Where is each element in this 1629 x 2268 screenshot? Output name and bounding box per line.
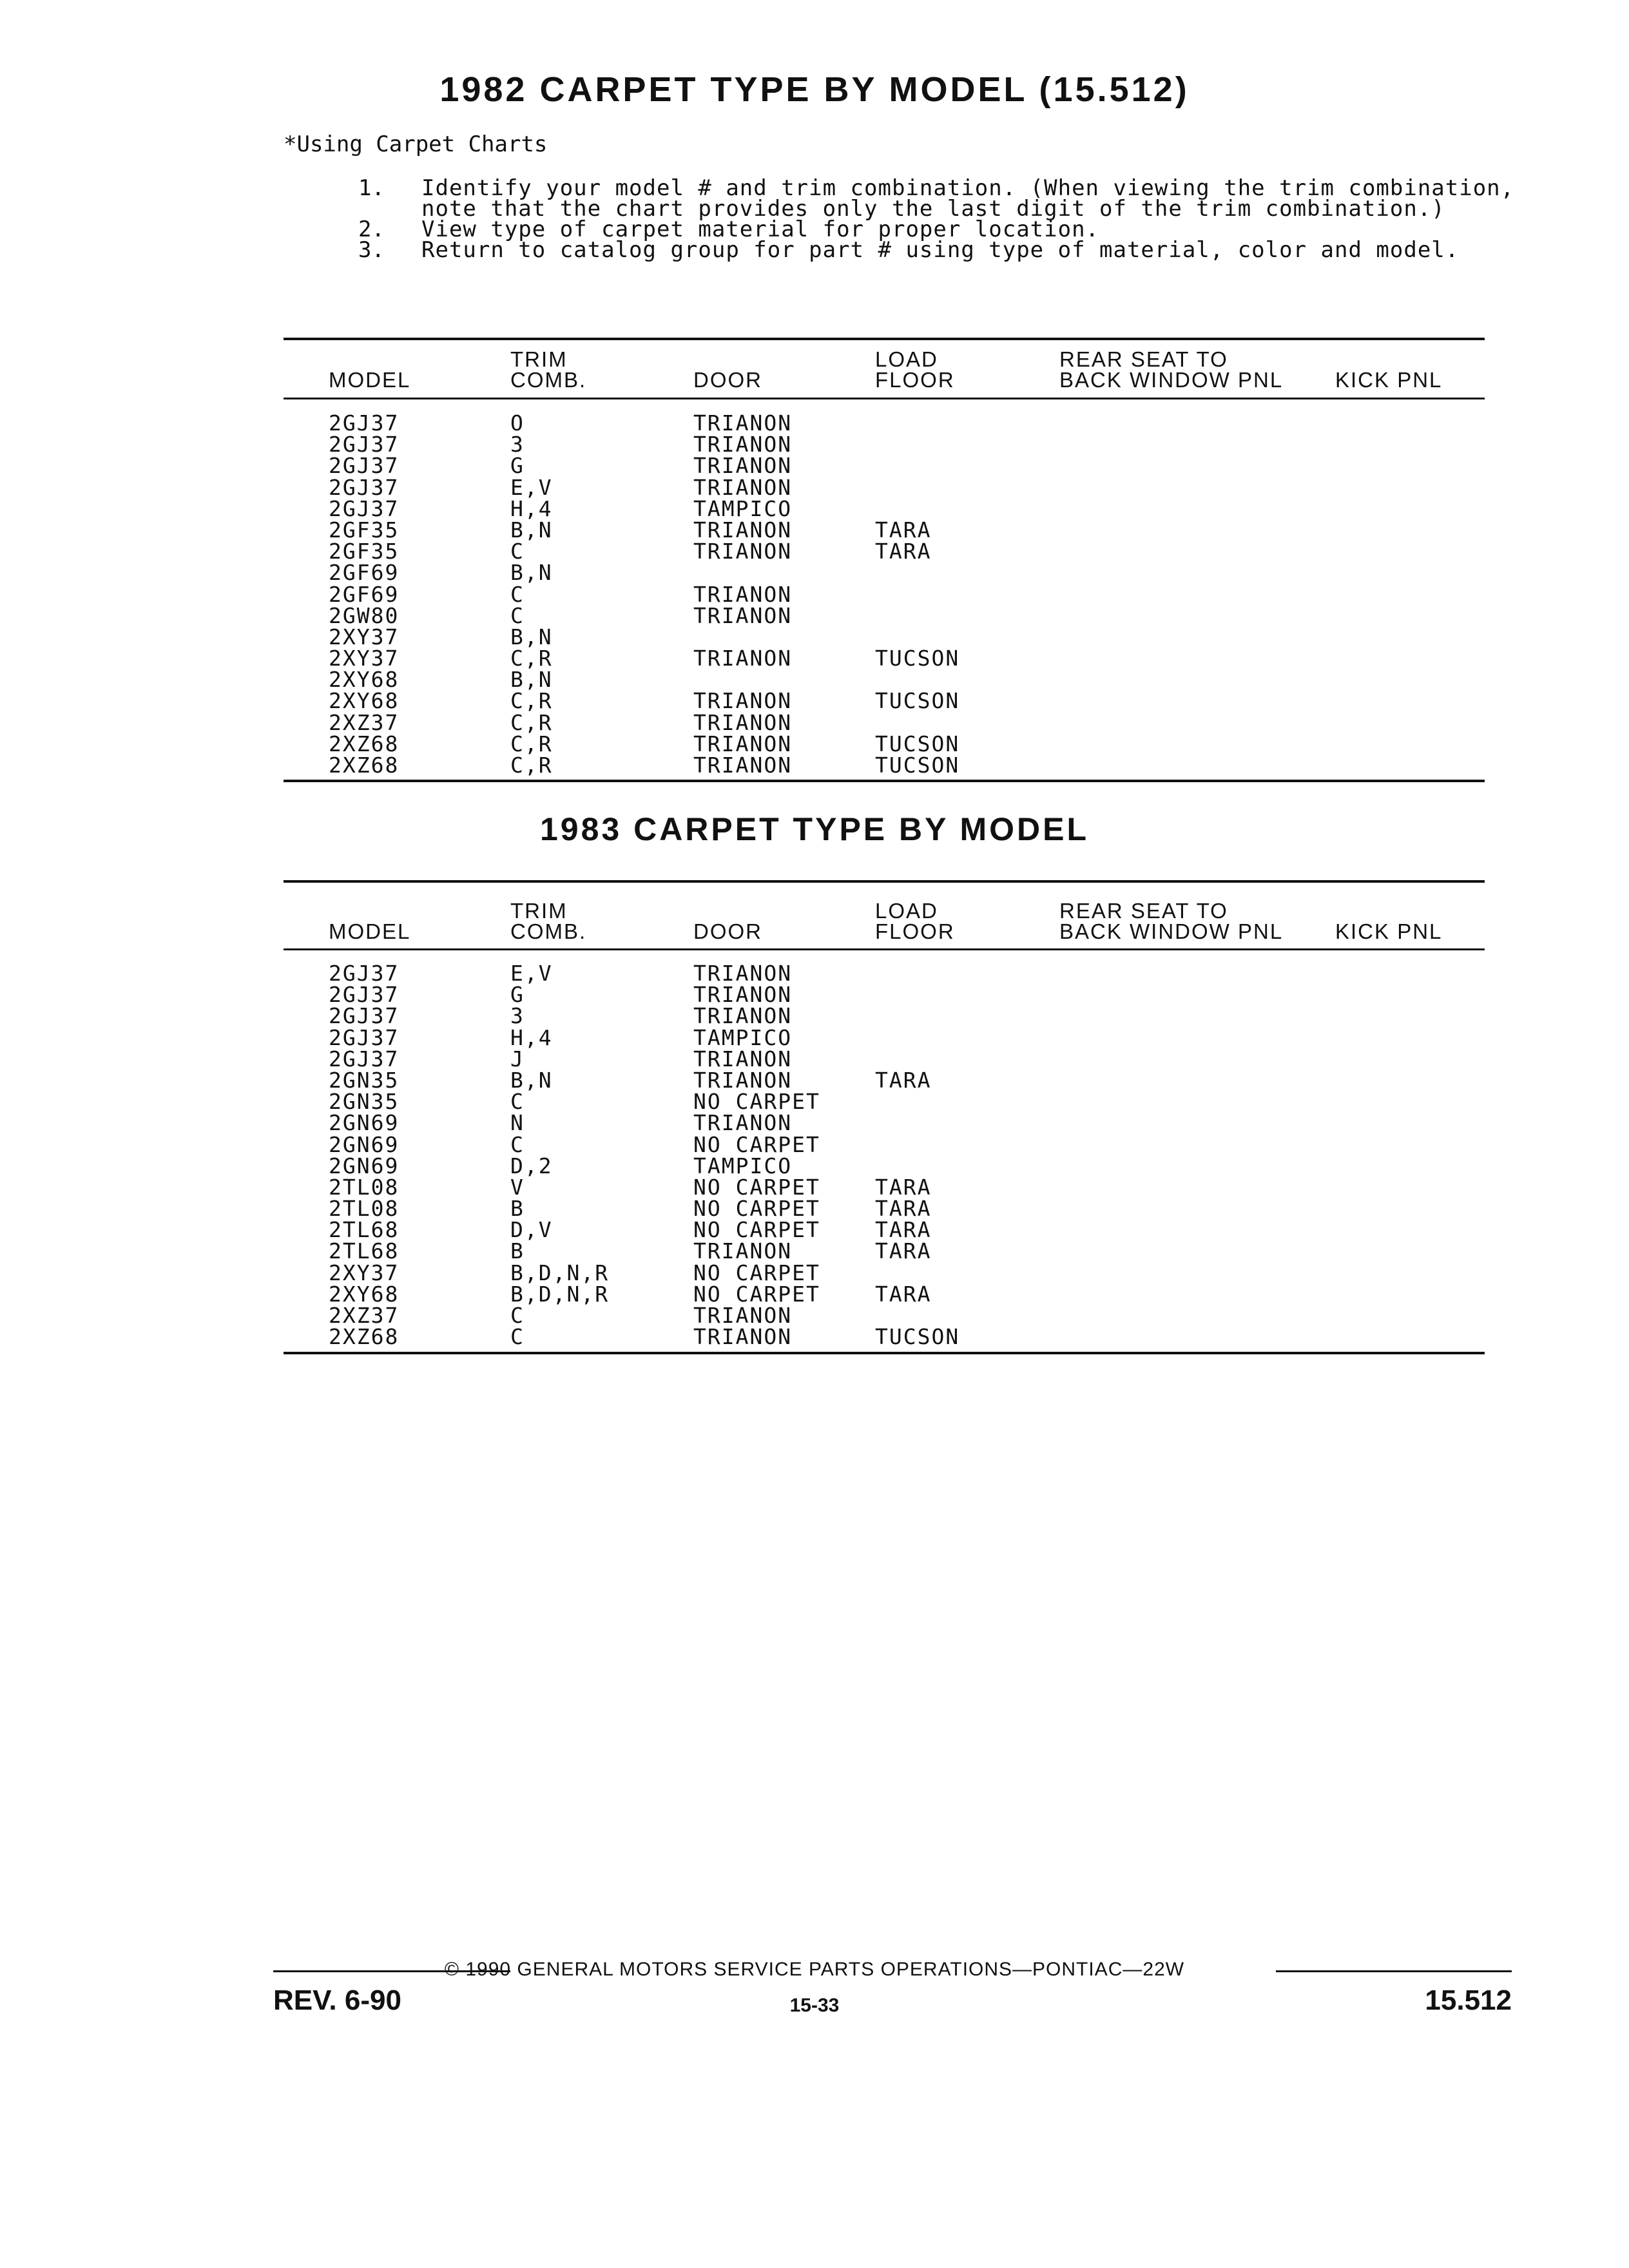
cell-load: TARA xyxy=(875,1238,932,1264)
cell-model: 2XY68 xyxy=(329,1281,400,1307)
table-1983-header xyxy=(284,901,1485,946)
header-load: LOAD xyxy=(875,347,938,371)
cell-model: 2XY37 xyxy=(329,646,400,671)
cell-trim: B,D,N,R xyxy=(510,1260,610,1285)
page-title-1983: 1983 CARPET TYPE BY MODEL xyxy=(539,811,1090,847)
cell-door: TAMPICO xyxy=(693,1153,793,1178)
cell-door: TRIANON xyxy=(693,1046,793,1072)
table-row xyxy=(284,1174,1485,1200)
usage-heading: *Using Carpet Charts xyxy=(284,131,548,157)
cell-trim: E,V xyxy=(510,474,553,500)
cell-trim: B,N xyxy=(510,1067,553,1093)
header-trim: TRIM xyxy=(510,347,568,371)
cell-load: TUCSON xyxy=(875,1324,960,1350)
cell-load: TUCSON xyxy=(875,688,960,714)
header-comb: COMB. xyxy=(510,919,587,943)
table-row xyxy=(284,560,1485,586)
header-comb: COMB. xyxy=(510,368,587,392)
instruction-steps xyxy=(358,175,1530,263)
cell-trim: D,2 xyxy=(510,1153,553,1178)
table-row xyxy=(284,754,1485,776)
cell-model: 2GJ37 xyxy=(329,495,400,521)
cell-model: 2TL08 xyxy=(329,1196,400,1222)
cell-door: TRIANON xyxy=(693,474,793,500)
cell-model: 2GJ37 xyxy=(329,474,400,500)
step-3-text: Return to catalog group for part # using type of material, color and model. xyxy=(421,237,1460,263)
table-1983-top-rule xyxy=(284,880,1485,883)
table-1982-top-rule xyxy=(284,338,1485,340)
table-row xyxy=(284,1217,1485,1243)
cell-load: TARA xyxy=(875,1281,932,1307)
cell-trim: E,V xyxy=(510,961,553,986)
table-row xyxy=(284,541,1485,562)
header-load: LOAD xyxy=(875,899,938,923)
table-row xyxy=(284,1324,1485,1350)
table-row xyxy=(284,495,1485,521)
table-1982-body xyxy=(284,412,1485,776)
cell-trim: 3 xyxy=(510,1003,525,1029)
cell-model: 2GJ37 xyxy=(329,1003,400,1029)
header-rear: REAR SEAT TO xyxy=(1059,899,1228,923)
step-1-number: 1. xyxy=(358,175,385,201)
cell-load: TARA xyxy=(875,1174,932,1200)
cell-load: TARA xyxy=(875,539,932,564)
table-row xyxy=(284,434,1485,455)
table-row xyxy=(284,667,1485,693)
header-rear: REAR SEAT TO xyxy=(1059,347,1228,371)
cell-trim: B xyxy=(510,1196,525,1222)
table-row xyxy=(284,982,1485,1008)
header-model: MODEL xyxy=(329,919,411,943)
header-floor: FLOOR xyxy=(875,368,955,392)
cell-load: TARA xyxy=(875,517,932,543)
table-row xyxy=(284,1024,1485,1050)
cell-model: 2XZ37 xyxy=(329,709,400,735)
cell-trim: C,R xyxy=(510,688,553,714)
table-1982-header-rule xyxy=(284,398,1485,399)
cell-model: 2GN69 xyxy=(329,1153,400,1178)
footer-page-number: 15-33 xyxy=(789,1995,840,2016)
cell-door: NO CARPET xyxy=(693,1196,820,1222)
step-3-number: 3. xyxy=(358,237,385,263)
cell-door: NO CARPET xyxy=(693,1089,820,1115)
header-floor: FLOOR xyxy=(875,919,955,943)
cell-trim: B,N xyxy=(510,624,553,649)
table-row xyxy=(284,1283,1485,1305)
cell-trim: O xyxy=(510,410,525,436)
cell-door: TRIANON xyxy=(693,688,793,714)
cell-model: 2XY68 xyxy=(329,667,400,693)
cell-door: TRIANON xyxy=(693,982,793,1008)
cell-model: 2GW80 xyxy=(329,602,400,628)
header-back-window: BACK WINDOW PNL xyxy=(1059,919,1284,943)
cell-trim: C,R xyxy=(510,709,553,735)
cell-door: TRIANON xyxy=(693,646,793,671)
cell-door: TRIANON xyxy=(693,1110,793,1136)
cell-load: TARA xyxy=(875,1196,932,1222)
step-1 xyxy=(358,175,1530,222)
cell-trim: C xyxy=(510,581,525,607)
table-1983-bottom-rule xyxy=(284,1352,1485,1354)
table-1983-body xyxy=(284,961,1485,1350)
table-row xyxy=(284,1110,1485,1136)
cell-load: TUCSON xyxy=(875,753,960,778)
cell-model: 2GN69 xyxy=(329,1110,400,1136)
cell-trim: C xyxy=(510,602,525,628)
cell-trim: B xyxy=(510,1238,525,1264)
cell-model: 2XZ37 xyxy=(329,1303,400,1328)
step-1-text: Identify your model # and trim combination. (When viewing the trim combination, note that the chart provides only the last digit of the trim combination.) xyxy=(421,175,1515,222)
cell-model: 2TL68 xyxy=(329,1217,400,1243)
cell-door: TRIANON xyxy=(693,709,793,735)
header-door: DOOR xyxy=(693,919,762,943)
cell-trim: C,R xyxy=(510,753,553,778)
cell-model: 2GJ37 xyxy=(329,1024,400,1050)
table-row xyxy=(284,688,1485,714)
cell-door: NO CARPET xyxy=(693,1174,820,1200)
header-door: DOOR xyxy=(693,368,762,392)
table-1982-header xyxy=(284,349,1485,394)
cell-door: TRIANON xyxy=(693,453,793,479)
cell-load: TARA xyxy=(875,1067,932,1093)
cell-model: 2XY37 xyxy=(329,624,400,649)
cell-door: TRIANON xyxy=(693,432,793,457)
table-row xyxy=(284,1067,1485,1093)
header-trim: TRIM xyxy=(510,899,568,923)
page-title-1982: 1982 CARPET TYPE BY MODEL (15.512) xyxy=(439,70,1190,109)
table-row xyxy=(284,1262,1485,1283)
cell-door: TRIANON xyxy=(693,1067,793,1093)
cell-model: 2GF35 xyxy=(329,517,400,543)
cell-model: 2GF69 xyxy=(329,581,400,607)
cell-trim: B,N xyxy=(510,667,553,693)
table-row xyxy=(284,1089,1485,1115)
cell-trim: G xyxy=(510,982,525,1008)
cell-door: TAMPICO xyxy=(693,1024,793,1050)
table-row xyxy=(284,453,1485,479)
cell-trim: H,4 xyxy=(510,1024,553,1050)
table-row xyxy=(284,1048,1485,1070)
cell-model: 2XZ68 xyxy=(329,731,400,756)
cell-trim: C xyxy=(510,539,525,564)
cell-model: 2GF69 xyxy=(329,560,400,586)
table-row xyxy=(284,412,1485,434)
cell-door: TAMPICO xyxy=(693,495,793,521)
cell-trim: J xyxy=(510,1046,525,1072)
table-row xyxy=(284,602,1485,628)
cell-model: 2TL08 xyxy=(329,1174,400,1200)
header-back-window: BACK WINDOW PNL xyxy=(1059,368,1284,392)
cell-trim: C xyxy=(510,1324,525,1350)
table-row xyxy=(284,1155,1485,1177)
cell-door: NO CARPET xyxy=(693,1281,820,1307)
cell-trim: 3 xyxy=(510,432,525,457)
table-1983-header-rule xyxy=(284,948,1485,950)
table-row xyxy=(284,648,1485,669)
cell-model: 2GN69 xyxy=(329,1131,400,1157)
cell-trim: B,N xyxy=(510,517,553,543)
cell-door: TRIANON xyxy=(693,539,793,564)
cell-model: 2XZ68 xyxy=(329,753,400,778)
table-row xyxy=(284,1131,1485,1157)
header-kick: KICK PNL xyxy=(1335,919,1443,943)
table-row xyxy=(284,1240,1485,1262)
table-row xyxy=(284,581,1485,607)
cell-door: TRIANON xyxy=(693,517,793,543)
cell-trim: N xyxy=(510,1110,525,1136)
table-row xyxy=(284,1305,1485,1326)
step-2-text: View type of carpet material for proper location. xyxy=(421,216,1100,242)
cell-door: TRIANON xyxy=(693,753,793,778)
cell-trim: C xyxy=(510,1089,525,1115)
table-row xyxy=(284,1196,1485,1222)
cell-model: 2XZ68 xyxy=(329,1324,400,1350)
step-2-number: 2. xyxy=(358,216,385,242)
revision-label: REV. 6-90 xyxy=(273,1984,401,2016)
cell-model: 2XY37 xyxy=(329,1260,400,1285)
cell-door: TRIANON xyxy=(693,602,793,628)
cell-trim: B,N xyxy=(510,560,553,586)
cell-trim: C xyxy=(510,1131,525,1157)
cell-door: TRIANON xyxy=(693,1324,793,1350)
cell-load: TUCSON xyxy=(875,646,960,671)
cell-trim: B,D,N,R xyxy=(510,1281,610,1307)
step-3 xyxy=(358,237,1530,263)
cell-model: 2GN35 xyxy=(329,1067,400,1093)
header-kick: KICK PNL xyxy=(1335,368,1443,392)
table-row xyxy=(284,626,1485,648)
table-row xyxy=(284,519,1485,541)
cell-door: TRIANON xyxy=(693,581,793,607)
cell-model: 2GN35 xyxy=(329,1089,400,1115)
table-1982-bottom-rule xyxy=(284,780,1485,782)
cell-trim: H,4 xyxy=(510,495,553,521)
cell-door: NO CARPET xyxy=(693,1131,820,1157)
cell-door: TRIANON xyxy=(693,961,793,986)
cell-trim: C,R xyxy=(510,731,553,756)
cell-door: NO CARPET xyxy=(693,1260,820,1285)
cell-trim: C xyxy=(510,1303,525,1328)
cell-door: TRIANON xyxy=(693,1303,793,1328)
cell-door: TRIANON xyxy=(693,1003,793,1029)
cell-model: 2GJ37 xyxy=(329,1046,400,1072)
cell-trim: C,R xyxy=(510,646,553,671)
cell-model: 2GJ37 xyxy=(329,982,400,1008)
header-model: MODEL xyxy=(329,368,411,392)
cell-door: TRIANON xyxy=(693,410,793,436)
table-row xyxy=(284,733,1485,754)
cell-door: TRIANON xyxy=(693,1238,793,1264)
cell-model: 2GJ37 xyxy=(329,432,400,457)
table-row xyxy=(284,474,1485,500)
table-row xyxy=(284,963,1485,984)
footer-copyright: © 1990 GENERAL MOTORS SERVICE PARTS OPERATIONS—PONTIAC—22W xyxy=(444,1959,1185,1980)
table-row xyxy=(284,1003,1485,1029)
cell-trim: V xyxy=(510,1174,525,1200)
cell-model: 2TL68 xyxy=(329,1238,400,1264)
cell-model: 2GF35 xyxy=(329,539,400,564)
cell-door: NO CARPET xyxy=(693,1217,820,1243)
cell-trim: G xyxy=(510,453,525,479)
cell-trim: D,V xyxy=(510,1217,553,1243)
cell-model: 2GJ37 xyxy=(329,410,400,436)
section-number: 15.512 xyxy=(1425,1984,1512,2016)
cell-model: 2GJ37 xyxy=(329,961,400,986)
cell-model: 2XY68 xyxy=(329,688,400,714)
table-row xyxy=(284,709,1485,735)
cell-load: TUCSON xyxy=(875,731,960,756)
cell-model: 2GJ37 xyxy=(329,453,400,479)
cell-door: TRIANON xyxy=(693,731,793,756)
cell-load: TARA xyxy=(875,1217,932,1243)
